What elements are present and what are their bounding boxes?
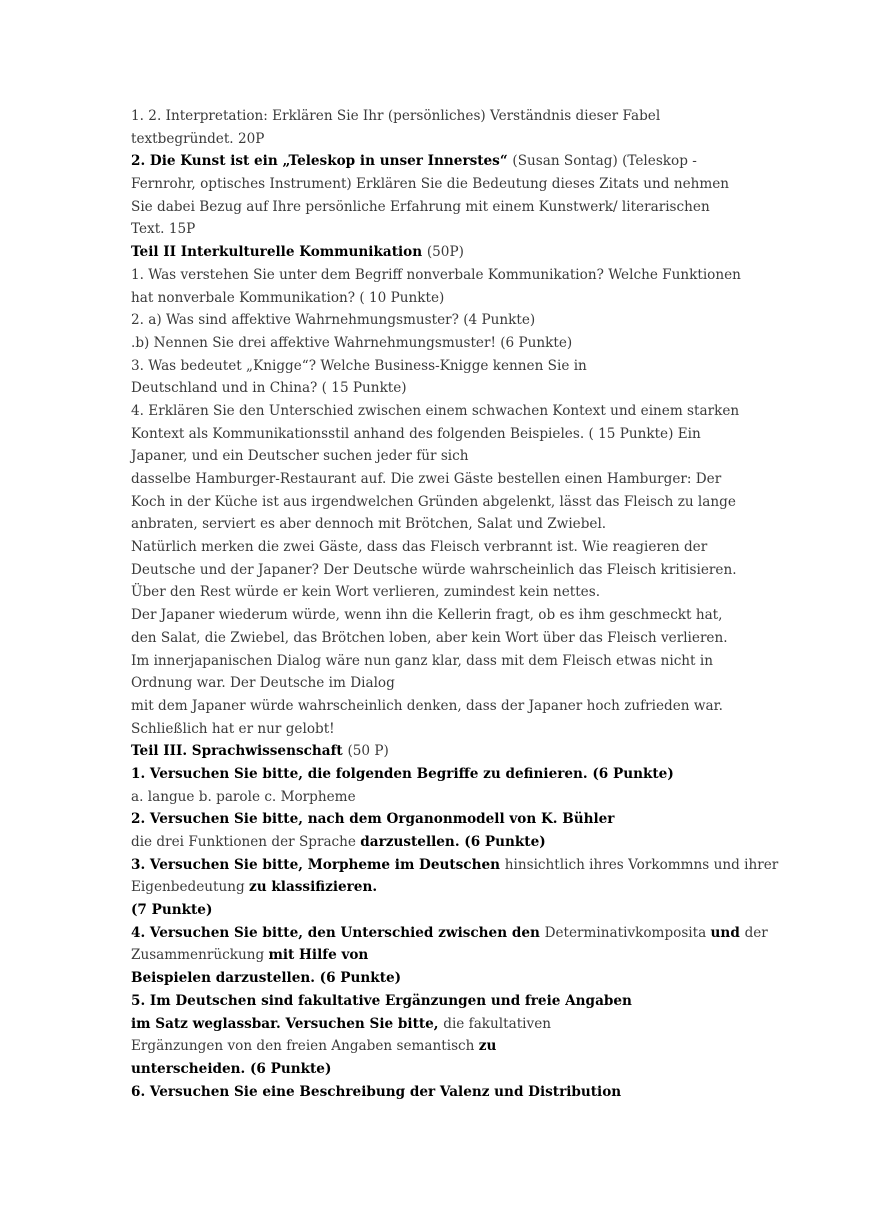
text-segment: die fakultativen [443,1015,551,1032]
text-segment: Koch in der Küche ist aus irgendwelchen Gründen abgelenkt, lässt das Fleisch zu lange [131,493,736,510]
text-line [131,740,746,763]
bold-text-segment: zu [478,1038,497,1055]
text-line [131,513,746,536]
text-segment: Kontext als Kommunikationsstil anhand des folgenden Beispieles. ( 15 Punkte) Ein [131,425,701,442]
text-segment: a. langue b. parole c. Morpheme [131,788,356,805]
text-segment: Determinativkomposita [544,924,711,941]
bold-text-segment: 6. Versuchen Sie eine Beschreibung der Valenz und Distribution [131,1083,622,1100]
text-line [131,309,746,332]
text-line [131,445,746,468]
text-line [131,150,746,173]
text-line [131,468,746,491]
text-line [131,876,746,899]
bold-text-segment: 1. Versuchen Sie bitte, die folgenden Begriffe zu definieren. (6 Punkte) [131,765,674,782]
text-segment: Text. 15P [131,221,196,238]
text-segment: textbegründet. 20P [131,130,265,147]
text-line [131,332,746,355]
text-segment: 2. a) Was sind affektive Wahrnehmungsmuster? (4 Punkte) [131,312,536,329]
text-line [131,128,746,151]
text-line [131,990,746,1013]
bold-text-segment: Teil II Interkulturelle Kommunikation [131,244,427,261]
bold-text-segment: unterscheiden. (6 Punkte) [131,1060,332,1077]
bold-text-segment: (7 Punkte) [131,902,213,919]
text-line [131,1081,746,1104]
text-segment: 3. Was bedeutet „Knigge“? Welche Business-Knigge kennen Sie in [131,357,587,374]
text-line [131,1013,746,1036]
text-line [131,559,746,582]
bold-text-segment: 2. Versuchen Sie bitte, nach dem Organonmodell von K. Bühler [131,811,615,828]
text-line [131,718,746,741]
text-line [131,672,746,695]
text-line [131,899,746,922]
text-line [131,922,768,945]
text-line [131,218,746,241]
text-segment: Ergänzungen von den freien Angaben semantisch [131,1038,479,1055]
text-line [131,264,746,287]
text-line [131,967,746,990]
text-segment: hinsichtlich ihres Vorkommns und ihrer [504,856,779,873]
text-segment: Eigenbedeutung [131,879,250,896]
text-line [131,241,746,264]
text-segment: anbraten, serviert es aber dennoch mit Brötchen, Salat und Zwiebel. [131,516,607,533]
text-line [131,1058,746,1081]
text-line [131,491,746,514]
text-line [131,173,746,196]
text-segment: hat nonverbale Kommunikation? ( 10 Punkte) [131,289,445,306]
text-segment: .b) Nennen Sie drei affektive Wahrnehmungsmuster! (6 Punkte) [131,334,573,351]
text-segment: Schließlich hat er nur gelobt! [131,720,335,737]
text-line [131,423,746,446]
text-segment: Der Japaner wiederum würde, wenn ihn die Kellerin fragt, ob es ihm geschmeckt hat, [131,607,723,624]
text-segment: mit dem Japaner würde wahrscheinlich denken, dass der Japaner hoch zufrieden war. [131,697,723,714]
text-line [131,604,746,627]
text-line [131,581,746,604]
text-segment: (50P) [426,244,464,261]
text-segment: Über den Rest würde er kein Wort verlieren, zumindest kein nettes. [131,584,601,601]
text-line [131,377,746,400]
text-line [131,831,746,854]
text-segment: (50 P) [347,743,389,760]
text-segment: Deutschland und in China? ( 15 Punkte) [131,380,407,397]
text-line [131,944,746,967]
bold-text-segment: im Satz weglassbar. Versuchen Sie bitte, [131,1015,444,1032]
text-segment: Im innerjapanischen Dialog wäre nun ganz klar, dass mit dem Fleisch etwas nicht in [131,652,713,669]
text-line [131,400,746,423]
text-segment: den Salat, die Zwiebel, das Brötchen loben, aber kein Wort über das Fleisch verlieren. [131,629,728,646]
bold-text-segment: Teil III. Sprachwissenschaft [131,743,348,760]
text-segment: Japaner, und ein Deutscher suchen jeder für sich [131,448,469,465]
text-segment: (Susan Sontag) (Teleskop - [512,153,697,170]
text-segment: Ordnung war. Der Deutsche im Dialog [131,675,395,692]
bold-text-segment: darzustellen. (6 Punkte) [360,834,546,850]
text-line [131,1035,746,1058]
text-line [131,536,746,559]
text-line [131,763,746,786]
bold-text-segment: 4. Versuchen Sie bitte, den Unterschied zwischen den [131,924,545,941]
text-line [131,287,746,310]
bold-text-segment: mit Hilfe von [268,947,369,964]
text-line [131,786,746,809]
text-segment: Deutsche und der Japaner? Der Deutsche würde wahrscheinlich das Fleisch kritisieren. [131,561,737,578]
text-line [131,650,746,673]
text-segment: die drei Funktionen der Sprache [131,834,361,850]
bold-text-segment: und [710,924,745,941]
text-line [131,196,746,219]
text-line [131,105,746,128]
text-line [131,695,746,718]
text-segment: 1. Was verstehen Sie unter dem Begriff nonverbale Kommunikation? Welche Funktionen [131,266,741,283]
bold-text-segment: 2. Die Kunst ist ein „Teleskop in unser Innerstes“ [131,153,513,170]
text-segment: dasselbe Hamburger-Restaurant auf. Die zwei Gäste bestellen einen Hamburger: Der [131,471,722,487]
text-segment: Fernrohr, optisches Instrument) Erklären Sie die Bedeutung dieses Zitats und nehmen [131,176,730,193]
text-segment: Sie dabei Bezug auf Ihre persönliche Erfahrung mit einem Kunstwerk/ literarischen [131,198,710,215]
document-body [131,105,779,1103]
text-line [131,627,746,650]
bold-text-segment: 5. Im Deutschen sind fakultative Ergänzungen und freie Angaben [131,992,632,1009]
bold-text-segment: 3. Versuchen Sie bitte, Morpheme im Deutschen [131,856,505,873]
text-line [131,355,746,378]
bold-text-segment: zu klassifizieren. [249,879,378,896]
text-segment: der [744,924,768,941]
text-segment: 1. 2. Interpretation: Erklären Sie Ihr (persönliches) Verständnis dieser Fabel [131,108,661,124]
text-segment: Natürlich merken die zwei Gäste, dass das Fleisch verbrannt ist. Wie reagieren der [131,539,708,556]
text-segment: Zusammenrückung [131,947,269,964]
text-line [131,808,746,831]
text-segment: 4. Erklären Sie den Unterschied zwischen einem schwachen Kontext und einem starken [131,402,740,419]
bold-text-segment: Beispielen darzustellen. (6 Punkte) [131,970,402,987]
text-line [131,854,779,877]
